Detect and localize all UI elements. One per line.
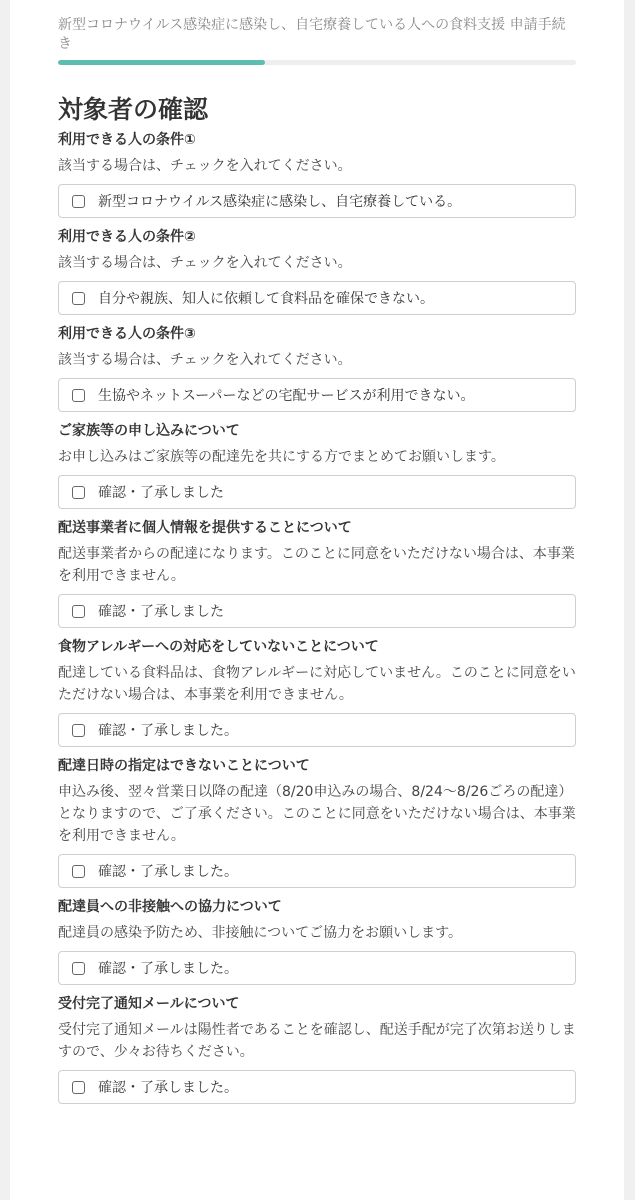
checkbox-family-application[interactable]: [58, 475, 576, 509]
form-header-title: 新型コロナウイルス感染症に感染し、自宅療養している人への食料支援 申請手続き: [58, 17, 566, 52]
checkbox-label[interactable]: 確認・了承しました。: [98, 864, 238, 880]
checkbox-personal-info[interactable]: [58, 594, 576, 628]
section-title: 受付完了通知メールについて: [58, 996, 240, 1012]
section-description: 配達している食料品は、食物アレルギーに対応していません。このことに同意をいただけない場合は、本事業を利用できません。: [58, 665, 576, 703]
section-title: 配達員への非接触への協力について: [58, 899, 282, 915]
section-description: 配送事業者からの配達になります。このことに同意をいただけない場合は、本事業を利用できません。: [58, 546, 575, 584]
checkbox-icon[interactable]: [72, 1081, 85, 1094]
checkbox-label[interactable]: 生協やネットスーパーなどの宅配サービスが利用できない。: [98, 388, 475, 404]
section-description: 申込み後、翌々営業日以降の配達（8/20申込みの場合、8/24〜8/26ごろの配達）となりますので、ご了承ください。このことに同意をいただけない場合は、本事業を利用できません。: [58, 784, 576, 844]
section-food-allergy: [58, 637, 576, 747]
section-contactless: [58, 897, 576, 985]
checkbox-icon[interactable]: [72, 724, 85, 737]
checkbox-label[interactable]: 自分や親族、知人に依頼して食料品を確保できない。: [98, 291, 434, 307]
checkbox-icon[interactable]: [72, 605, 85, 618]
progress-fill: [58, 60, 265, 65]
checkbox-label[interactable]: 確認・了承しました。: [98, 961, 238, 977]
section-delivery-date: [58, 756, 576, 888]
section-confirmation-email: [58, 994, 576, 1104]
section-description: 配達員の感染予防ため、非接触についてご協力をお願いします。: [58, 925, 463, 941]
section-description: 該当する場合は、チェックを入れてください。: [58, 352, 352, 368]
checkbox-label[interactable]: 確認・了承しました: [98, 485, 224, 501]
checkbox-contactless[interactable]: [58, 951, 576, 985]
checkbox-icon[interactable]: [72, 486, 85, 499]
checkbox-label[interactable]: 確認・了承しました。: [98, 723, 238, 739]
checkbox-condition-1[interactable]: [58, 184, 576, 218]
checkbox-label[interactable]: 確認・了承しました: [98, 604, 224, 620]
section-title: 利用できる人の条件①: [58, 132, 196, 148]
checkbox-icon[interactable]: [72, 389, 85, 402]
checkbox-confirmation-email[interactable]: [58, 1070, 576, 1104]
section-title: ご家族等の申し込みについて: [58, 423, 240, 439]
section-title: 配達日時の指定はできないことについて: [58, 758, 310, 774]
section-title: 利用できる人の条件③: [58, 326, 196, 342]
section-condition-2: [58, 227, 576, 315]
section-family-application: [58, 421, 576, 509]
progress-bar: [58, 60, 576, 65]
section-title: 利用できる人の条件②: [58, 229, 196, 245]
checkbox-label[interactable]: 新型コロナウイルス感染症に感染し、自宅療養している。: [98, 194, 462, 210]
checkbox-condition-3[interactable]: [58, 378, 576, 412]
checkbox-label[interactable]: 確認・了承しました。: [98, 1080, 238, 1096]
section-condition-1: [58, 130, 576, 218]
section-title: 食物アレルギーへの対応をしていないことについて: [58, 639, 379, 655]
checkbox-condition-2[interactable]: [58, 281, 576, 315]
section-condition-3: [58, 324, 576, 412]
checkbox-icon[interactable]: [72, 962, 85, 975]
section-description: 受付完了通知メールは陽性者であることを確認し、配送手配が完了次第お送りしますので、少々お待ちください。: [58, 1022, 576, 1060]
checkbox-icon[interactable]: [72, 292, 85, 305]
page-title: 対象者の確認: [58, 95, 209, 124]
form-content: [58, 0, 576, 1104]
checkbox-icon[interactable]: [72, 865, 85, 878]
section-description: 該当する場合は、チェックを入れてください。: [58, 158, 352, 174]
section-description: お申し込みはご家族等の配達先を共にする方でまとめてお願いします。: [58, 449, 505, 465]
checkbox-food-allergy[interactable]: [58, 713, 576, 747]
checkbox-icon[interactable]: [72, 195, 85, 208]
section-personal-info: [58, 518, 576, 628]
checkbox-delivery-date[interactable]: [58, 854, 576, 888]
form-page: [10, 0, 624, 1200]
section-title: 配送事業者に個人情報を提供することについて: [58, 520, 352, 536]
section-description: 該当する場合は、チェックを入れてください。: [58, 255, 352, 271]
